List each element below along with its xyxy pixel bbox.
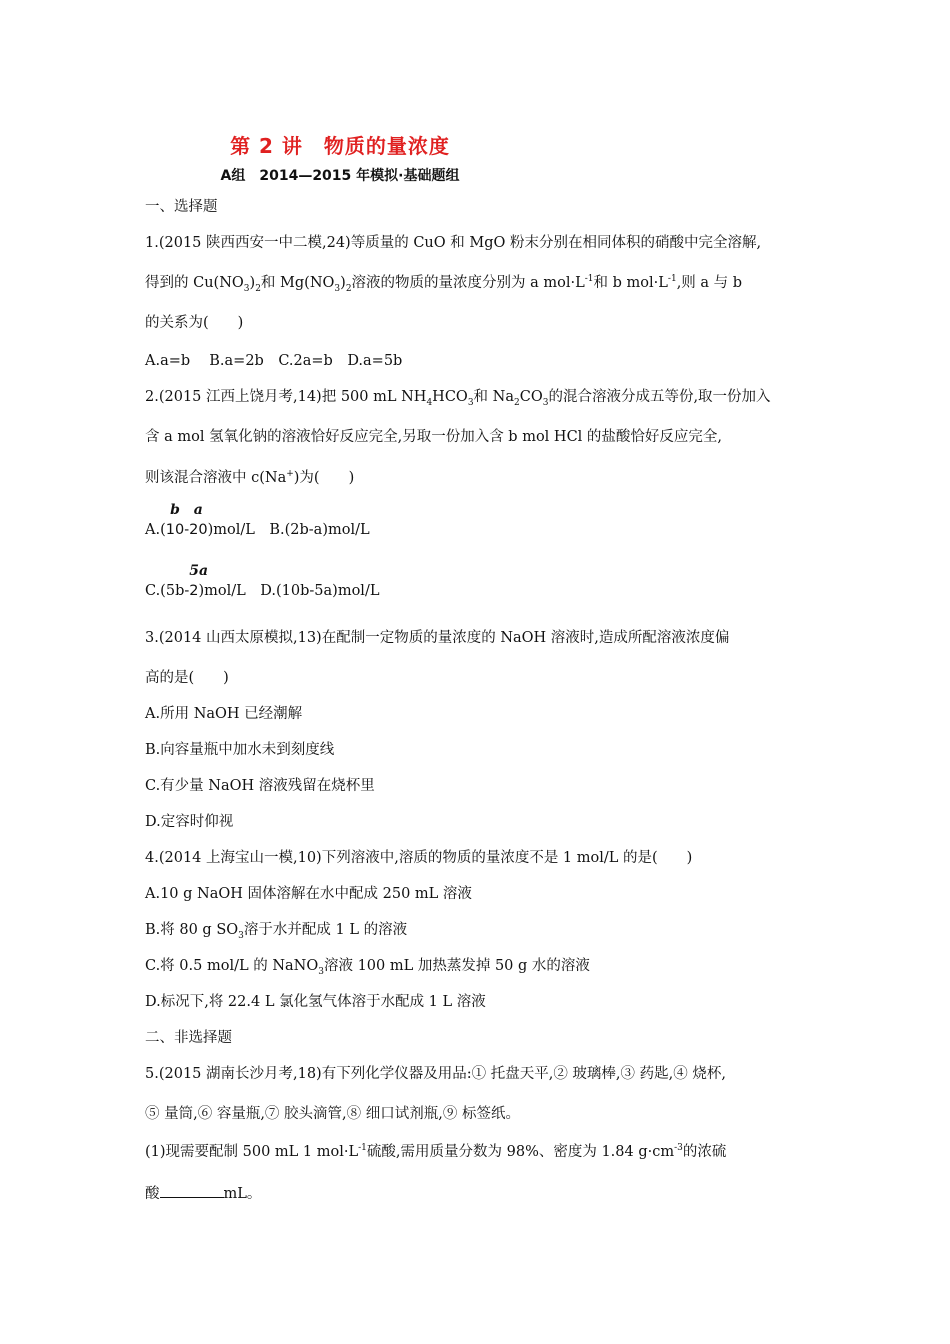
question-4-option-b: B.将 80 g $SO_3$溶于水并配成 1 L 的溶液 [145,922,408,941]
question-1-line-1: 1.(2015 陕西西安一中二模,24)等质量的 CuO 和 MgO 粉末分别在相同体积的硝酸中完全溶解, [145,235,762,251]
question-3-line-1: 3.(2014 山西太原模拟,13)在配制一定物质的量浓度的 NaOH 溶液时,造成所配溶液浓度偏 [145,630,730,646]
answer-blank[interactable] [160,1183,224,1198]
question-1-line-2: 得到的 $Cu(NO_3)_2$和 $Mg(NO_3)_2$溶液的物质的量浓度分别为 a $mol\cdot L^{-1}$和 b $mol\cdot L^{-1}$,则 a 与 b [145,274,743,294]
question-5-line-1: 5.(2015 湖南长沙月考,18)有下列化学仪器及用品:① 托盘天平,② 玻璃棒,③ 药匙,④ 烧杯, [145,1066,726,1082]
group-subtitle: A组 2014—2015 年模拟·基础题组 [220,168,460,184]
question-4-line-1: 4.(2014 上海宝山一模,10)下列溶液中,溶质的物质的量浓度不是 1 mol/L 的是( ) [145,850,693,866]
question-3-option-d: D.定容时仰视 [145,814,234,830]
question-4-option-d: D.标况下,将 22.4 L 氯化氢气体溶于水配成 1 L 溶液 [145,994,486,1010]
question-1-line-3: 的关系为( ) [145,315,244,331]
page-title: 第 2 讲 物质的量浓度 [230,134,450,158]
question-1-options: A.a=b B.a=2b C.2a=b D.a=5b [145,353,403,369]
fraction-b-over-10: b 10 [165,502,185,538]
question-3-option-a: A.所用 NaOH 已经潮解 [145,706,303,722]
question-3-option-b: B.向容量瓶中加水未到刻度线 [145,742,335,758]
question-5-line-2: ⑤ 量筒,⑥ 容量瓶,⑦ 胶头滴管,⑧ 细口试剂瓶,⑨ 标签纸。 [145,1106,520,1122]
question-4-option-a: A.10 g NaOH 固体溶解在水中配成 250 mL 溶液 [145,886,472,902]
question-5-part-1: (1)现需要配制 500 mL 1 $mol\cdot L^{-1}$硫酸,需用质量分数为 98%、密度为 1.84 $g\cdot cm^{-3}$的浓硫 [145,1143,727,1160]
question-5-part-1-answer: 酸 mL。 [145,1182,261,1203]
question-2-options-ab: A.( b 10- a 20)mol/L B.(2b-a)mol/L [145,502,370,538]
question-3-option-c: C.有少量 NaOH 溶液残留在烧杯里 [145,778,375,794]
fraction-5a-over-2: 5a 2 [189,563,209,599]
question-2-options-cd: C.(5b- 5a 2)mol/L D.(10b-5a)mol/L [145,563,380,599]
question-2-line-1: 2.(2015 江西上饶月考,14)把 500 mL $NH_4HCO_3$和 $Na_2CO_3$的混合溶液分成五等份,取一份加入 [145,389,771,408]
fraction-a-over-20: a 20 [189,502,208,538]
question-4-option-c: C.将 0.5 mol/L 的 NaNO$_3$溶液 100 mL 加热蒸发掉 50 g 水的溶液 [145,958,590,977]
section-heading-choice: 一、选择题 [145,199,218,215]
section-heading-non-choice: 二、非选择题 [145,1030,232,1046]
question-2-line-2: 含 a mol 氢氧化钠的溶液恰好反应完全,另取一份加入含 b mol HCl 的盐酸恰好反应完全, [145,429,723,445]
question-3-line-2: 高的是( ) [145,670,229,686]
question-2-line-3: 则该混合溶液中 c(Na+)为( ) [145,469,355,486]
